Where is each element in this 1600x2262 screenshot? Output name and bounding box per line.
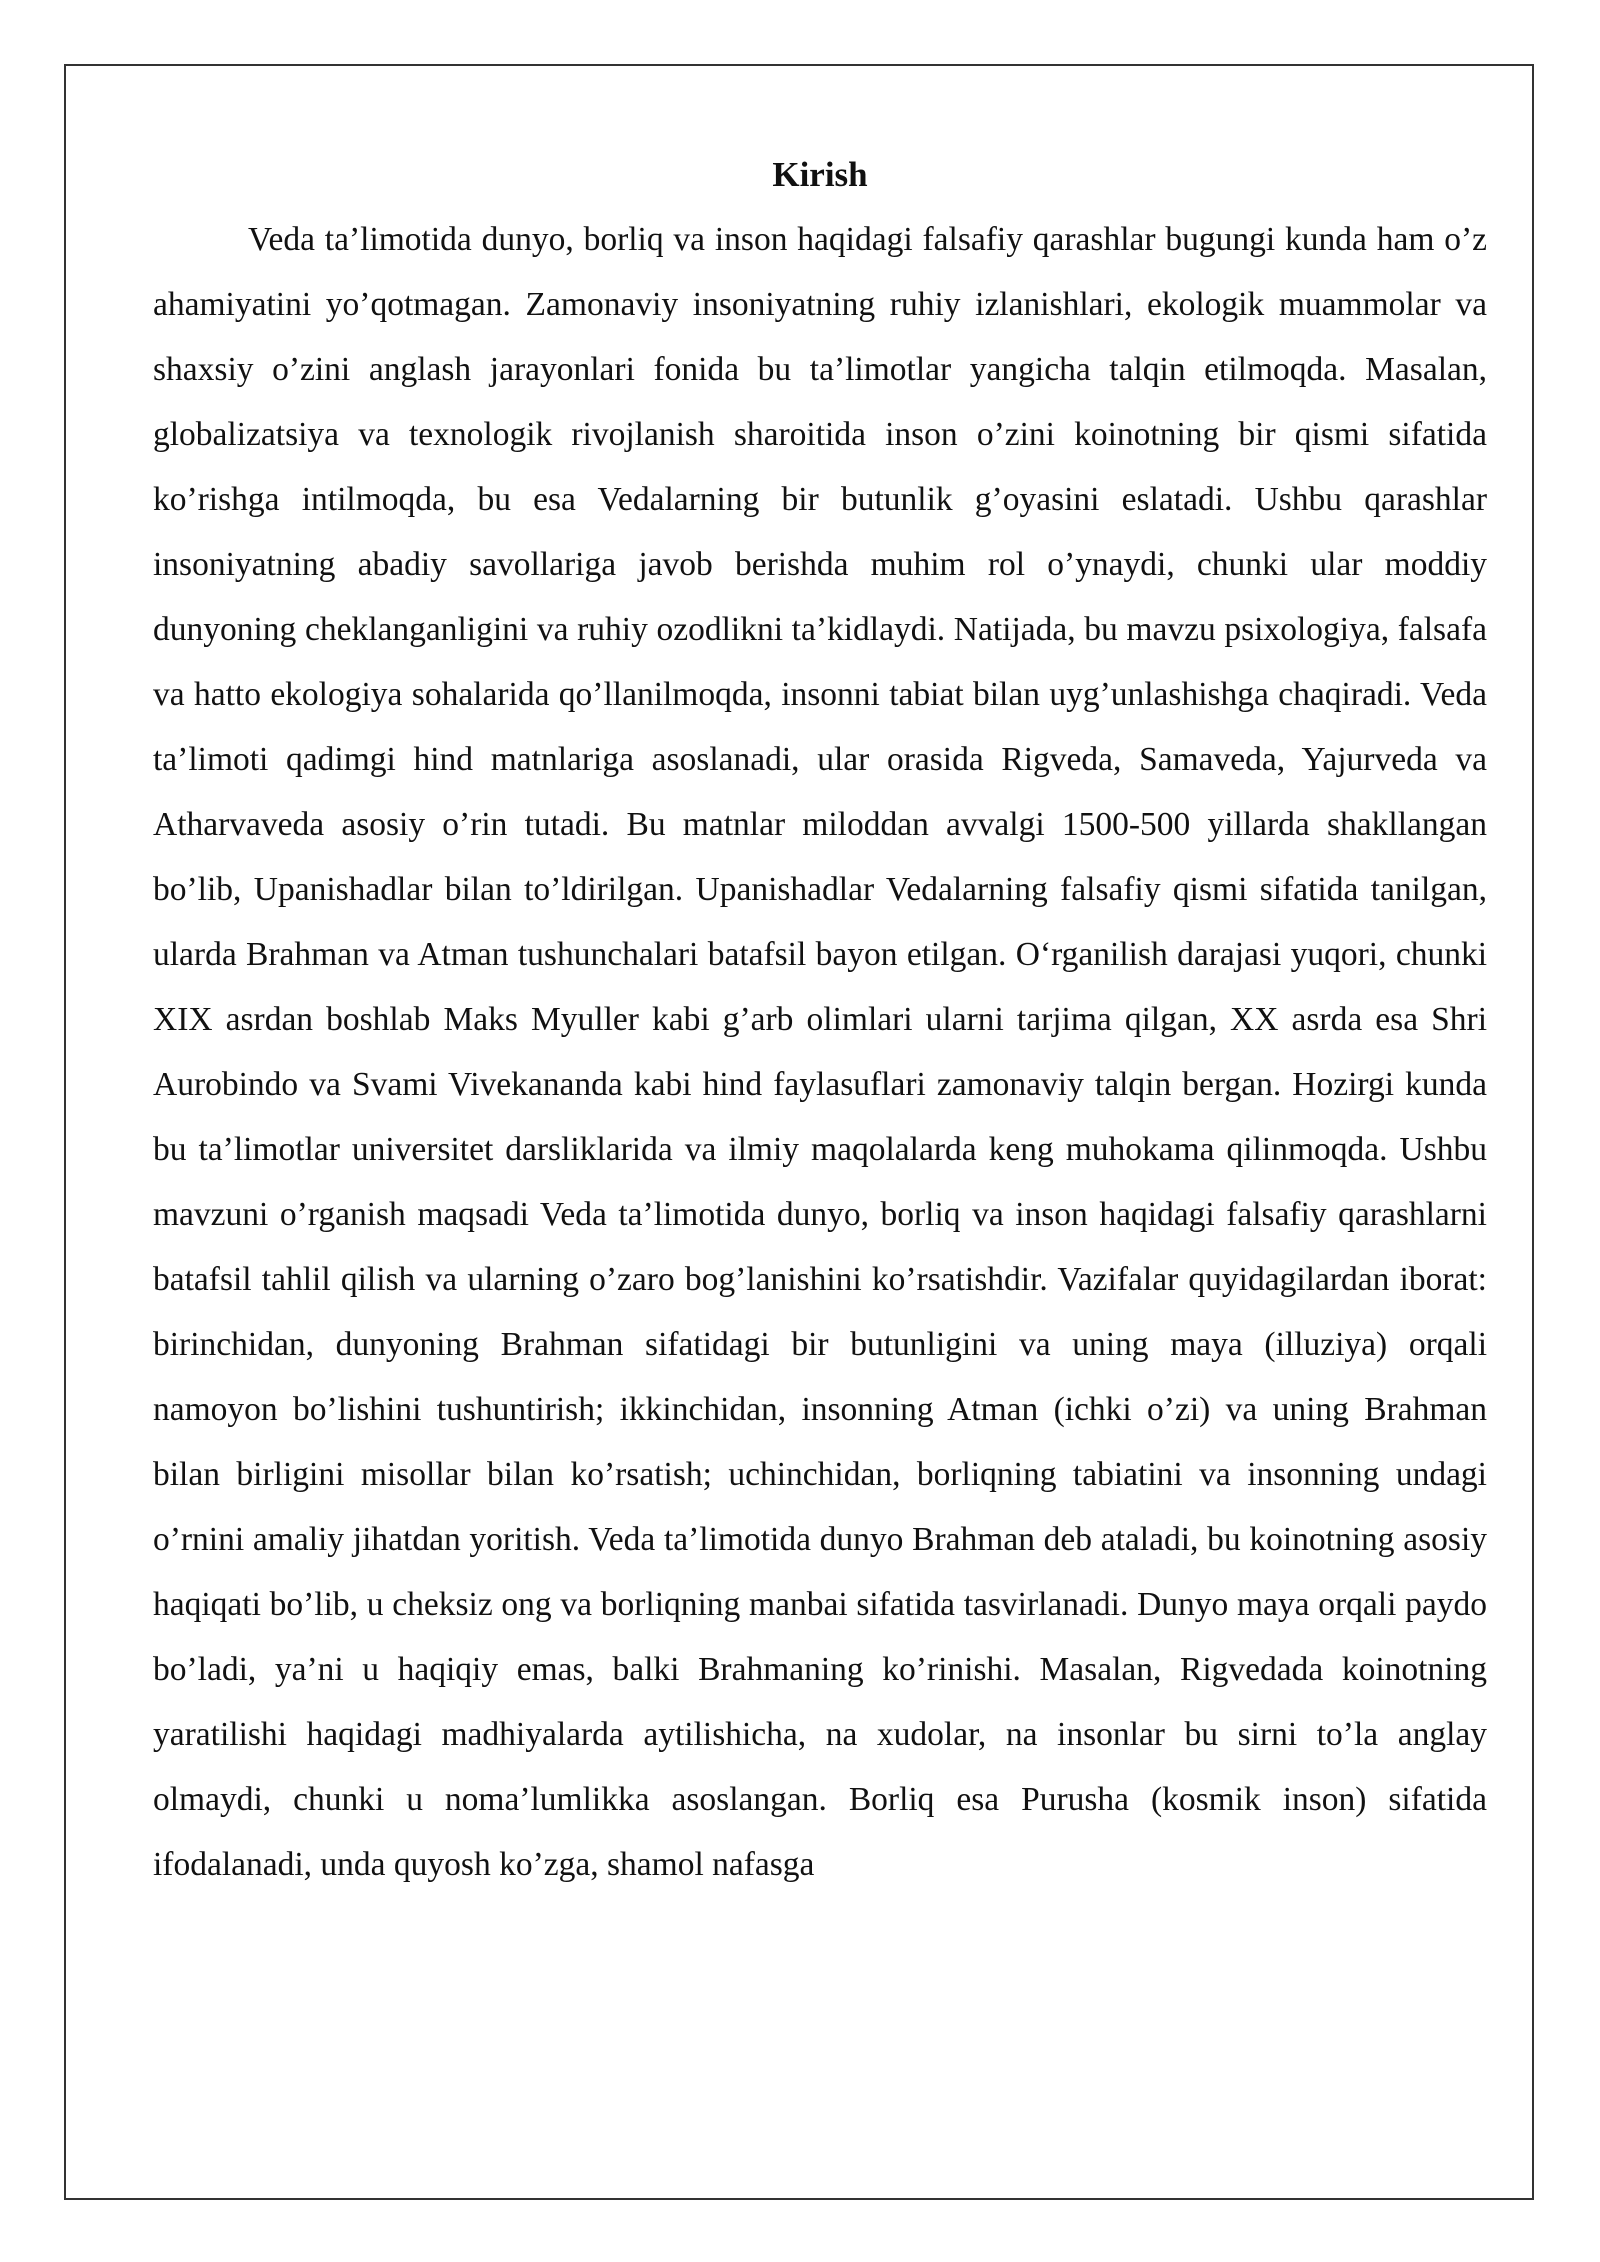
page-content bbox=[153, 142, 1487, 1897]
page-title: Kirish bbox=[772, 155, 868, 194]
body-paragraph: Veda ta’limotida dunyo, borliq va inson haqidagi falsafiy qarashlar bugungi kunda ham o’z ahamiyatini yo’qotmagan. Zamonaviy insoniyatning ruhiy izlanishlari, ekologik muammolar va shaxsiy o’zini anglash jarayonlari fonida bu ta’limotlar yangicha talqin etilmoqda. Masalan, globalizatsiya va texnologik rivojlanish sharoitida inson o’zini koinotning bir qismi sifatida ko’rishga intilmoqda, bu esa Vedalarning bir butunlik g’oyasini eslatadi. Ushbu qarashlar insoniyatning abadiy savollariga javob berishda muhim rol o’ynaydi, chunki ular moddiy dunyoning cheklanganligini va ruhiy ozodlikni ta’kidlaydi. Natijada, bu mavzu psixologiya, falsafa va hatto ekologiya sohalarida qo’llanilmoqda, insonni tabiat bilan uyg’unlashishga chaqiradi. Veda ta’limoti qadimgi hind matnlariga asoslanadi, ular orasida Rigveda, Samaveda, Yajurveda va Atharvaveda asosiy o’rin tutadi. Bu matnlar miloddan avvalgi 1500-500 yillarda shakllangan bo’lib, Upanishadlar bilan to’ldirilgan. Upanishadlar Vedalarning falsafiy qismi sifatida tanilgan, ularda Brahman va Atman tushunchalari batafsil bayon etilgan. O‘rganilish darajasi yuqori, chunki XIX asrdan boshlab Maks Myuller kabi g’arb olimlari ularni tarjima qilgan, XX asrda esa Shri Aurobindo va Svami Vivekananda kabi hind faylasuflari zamonaviy talqin bergan. Hozirgi kunda bu ta’limotlar universitet darsliklarida va ilmiy maqolalarda keng muhokama qilinmoqda. Ushbu mavzuni o’rganish maqsadi Veda ta’limotida dunyo, borliq va inson haqidagi falsafiy qarashlarni batafsil tahlil qilish va ularning o’zaro bog’lanishini ko’rsatishdir. Vazifalar quyidagilardan iborat: birinchidan, dunyoning Brahman sifatidagi bir butunligini va uning maya (illuziya) orqali namoyon bo’lishini tushuntirish; ikkinchidan, insonning Atman (ichki o’zi) va uning Brahman bilan birligini misollar bilan ko’rsatish; uchinchidan, borliqning tabiatini va insonning undagi o’rnini amaliy jihatdan yoritish. Veda ta’limotida dunyo Brahman deb ataladi, bu koinotning asosiy haqiqati bo’lib, u cheksiz ong va borliqning manbai sifatida tasvirlanadi. Dunyo maya orqali paydo bo’ladi, ya’ni u haqiqiy emas, balki Brahmaning ko’rinishi. Masalan, Rigvedada koinotning yaratilishi haqidagi madhiyalarda aytilishicha, na xudolar, na insonlar bu sirni to’la anglay olmaydi, chunki u noma’lumlikka asoslangan. Borliq esa Purusha (kosmik inson) sifatida ifodalanadi, unda quyosh ko’zga, shamol nafasga bbox=[153, 221, 1487, 1883]
